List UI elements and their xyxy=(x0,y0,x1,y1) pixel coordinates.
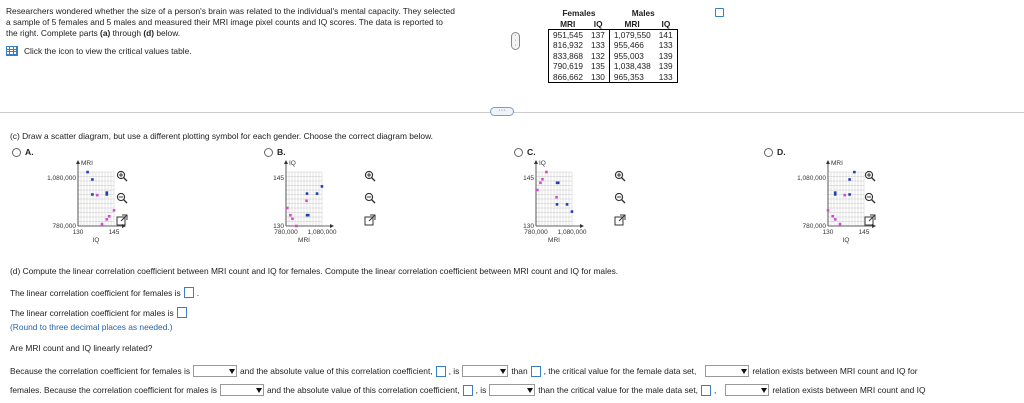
option-b[interactable]: B. xyxy=(264,147,286,157)
female-point xyxy=(286,207,289,210)
female-point xyxy=(106,218,109,221)
y-axis-label: MRI xyxy=(831,160,843,167)
option-a-radio[interactable] xyxy=(12,148,21,157)
female-critical-input[interactable] xyxy=(531,366,541,377)
problem-intro xyxy=(6,6,506,39)
table-row xyxy=(549,40,678,51)
x-tick-left: 780,000 xyxy=(274,229,298,236)
female-point xyxy=(539,182,542,185)
sentence-male: females. Because the correlation coefficient for males is and the absolute value of this correlation coefficient, , is than the critical value for the male data set, , relation exists between MRI count and IQ xyxy=(10,385,926,395)
scatter-plot-b xyxy=(262,160,372,242)
male-point xyxy=(307,214,310,217)
zoom-out-icon[interactable] xyxy=(614,192,626,204)
male-relation-dropdown[interactable] xyxy=(725,384,769,396)
y-tick-top: 145 xyxy=(523,175,534,182)
scatter-plot-d xyxy=(764,160,874,242)
female-point xyxy=(536,189,539,192)
scatter-plot-c xyxy=(512,160,622,242)
female-sign-dropdown[interactable] xyxy=(193,365,237,377)
male-critical-input[interactable] xyxy=(701,385,711,396)
intro-line-1: Researchers wondered whether the size of a person's brain was related to the individual's mental capacity. They selected xyxy=(6,6,455,16)
male-mri-cell: 965,353 xyxy=(609,72,654,83)
zoom-in-icon[interactable] xyxy=(116,170,128,182)
female-iq-cell: 137 xyxy=(591,29,605,40)
part-d-prompt: (d) Compute the linear correlation coefficient between MRI count and IQ for females. Compute the linear correlation coefficient between MRI count and IQ for males. xyxy=(10,266,619,276)
copy-table-icon[interactable] xyxy=(715,8,724,17)
option-c[interactable]: C. xyxy=(514,147,536,157)
male-iq-cell: 139 xyxy=(655,61,677,72)
popout-icon[interactable] xyxy=(364,214,376,226)
female-point xyxy=(827,209,830,212)
y-tick-bottom: 130 xyxy=(523,223,534,230)
data-table xyxy=(548,8,678,83)
critical-values-link-text: Click the icon to view the critical values table. xyxy=(24,46,192,56)
table-row xyxy=(549,29,678,40)
y-axis-arrow xyxy=(284,160,288,164)
males-header: Males xyxy=(631,8,655,19)
zoom-out-icon[interactable] xyxy=(116,192,128,204)
x-tick-left: 130 xyxy=(72,229,84,236)
popout-icon[interactable] xyxy=(864,214,876,226)
col-female-mri: MRI xyxy=(549,19,588,30)
female-point xyxy=(839,223,842,226)
female-mri-cell: 833,868 xyxy=(549,50,588,61)
y-axis-label: IQ xyxy=(539,160,546,167)
zoom-out-icon[interactable] xyxy=(364,192,376,204)
male-point xyxy=(834,191,837,194)
zoom-in-icon[interactable] xyxy=(614,170,626,182)
table-row xyxy=(549,50,678,61)
female-point xyxy=(101,223,104,226)
option-d[interactable]: D. xyxy=(764,147,786,157)
male-point xyxy=(306,192,309,195)
male-mri-cell: 955,003 xyxy=(609,50,654,61)
round-note: (Round to three decimal places as needed.) xyxy=(10,322,173,332)
female-coef-input[interactable] xyxy=(184,287,194,298)
female-point xyxy=(834,218,837,221)
intro-line-2: a sample of 5 females and 5 males and measured their MRI image pixel counts and IQ scores. The data is reported to xyxy=(6,17,443,27)
male-iq-cell: 139 xyxy=(655,50,677,61)
female-point xyxy=(96,194,99,197)
female-point xyxy=(291,218,294,221)
female-point xyxy=(545,171,548,174)
male-point xyxy=(91,193,94,196)
col-male-iq: IQ xyxy=(655,19,677,30)
male-compare-dropdown[interactable] xyxy=(489,384,535,396)
collapse-toggle-button[interactable]: ··· xyxy=(490,107,514,116)
x-axis-arrow xyxy=(580,224,584,228)
y-axis-label: MRI xyxy=(81,160,93,167)
table-row xyxy=(549,72,678,83)
option-c-radio[interactable] xyxy=(514,148,523,157)
table-row xyxy=(549,61,678,72)
x-axis-label: IQ xyxy=(92,237,100,244)
linear-question: Are MRI count and IQ linearly related? xyxy=(10,343,153,353)
x-tick-left: 780,000 xyxy=(524,229,548,236)
popout-icon[interactable] xyxy=(116,214,128,226)
x-axis-label: IQ xyxy=(842,237,850,244)
male-point xyxy=(106,191,109,194)
female-iq-cell: 130 xyxy=(587,72,609,83)
male-point xyxy=(557,182,560,185)
y-axis-arrow xyxy=(534,160,538,164)
male-coef-input[interactable] xyxy=(177,307,187,318)
female-relation-dropdown[interactable] xyxy=(705,365,749,377)
y-tick-top: 145 xyxy=(273,175,284,182)
table-icon[interactable] xyxy=(6,46,18,56)
female-point xyxy=(844,194,847,197)
col-male-mri: MRI xyxy=(609,19,654,30)
female-point xyxy=(832,215,835,218)
col-female-iq: IQ xyxy=(587,19,609,30)
female-coef-line: The linear correlation coefficient for females is . xyxy=(10,287,200,298)
zoom-in-icon[interactable] xyxy=(364,170,376,182)
male-point xyxy=(566,203,569,206)
x-tick-right: 1,080,000 xyxy=(557,229,587,236)
female-point xyxy=(289,214,292,217)
x-axis-label: MRI xyxy=(298,237,310,244)
male-mri-cell: 1,038,438 xyxy=(609,61,654,72)
male-point xyxy=(571,210,574,213)
sentence-female: Because the correlation coefficient for females is and the absolute value of this correlation coefficient, , is than , the critical value for the female data set, relation exists between MRI count and IQ for xyxy=(10,366,918,376)
male-iq-cell: 133 xyxy=(655,40,677,51)
y-tick-bottom: 780,000 xyxy=(802,223,826,230)
male-point xyxy=(848,193,851,196)
male-coef-label: The linear correlation coefficient for males is xyxy=(10,307,174,318)
male-iq-cell: 133 xyxy=(655,72,677,83)
option-a[interactable]: A. xyxy=(12,147,34,157)
y-tick-top: 1,080,000 xyxy=(797,175,826,182)
female-mri-cell: 790,619 xyxy=(549,61,588,72)
female-point xyxy=(541,178,544,181)
male-mri-cell: 955,466 xyxy=(609,40,654,51)
zoom-out-icon[interactable] xyxy=(864,192,876,204)
y-tick-top: 1,080,000 xyxy=(47,175,76,182)
females-header: Females xyxy=(562,8,596,19)
female-coef-label: The linear correlation coefficient for females is xyxy=(10,287,181,298)
x-tick-right: 145 xyxy=(858,229,870,236)
zoom-in-icon[interactable] xyxy=(864,170,876,182)
female-point xyxy=(555,196,558,199)
x-tick-right: 145 xyxy=(108,229,120,236)
male-point xyxy=(556,203,559,206)
male-point xyxy=(86,171,89,174)
female-iq-cell: 133 xyxy=(591,40,605,51)
female-iq-cell: 132 xyxy=(591,50,605,61)
female-point xyxy=(295,225,298,228)
female-mri-cell: 816,932 xyxy=(549,40,588,51)
y-tick-bottom: 780,000 xyxy=(52,223,76,230)
critical-values-link[interactable] xyxy=(6,46,192,56)
female-point xyxy=(113,209,116,212)
male-iq-cell: 141 xyxy=(655,29,677,40)
x-axis-arrow xyxy=(330,224,334,228)
male-point xyxy=(848,178,851,181)
y-tick-bottom: 130 xyxy=(273,223,284,230)
y-axis-arrow xyxy=(826,160,830,164)
male-coef-line xyxy=(10,307,187,318)
part-c-prompt: (c) Draw a scatter diagram, but use a different plotting symbol for each gender. Choose the correct diagram below. xyxy=(10,131,433,141)
male-abs-input[interactable] xyxy=(463,385,473,396)
female-point xyxy=(108,215,111,218)
male-point xyxy=(321,185,324,188)
female-point xyxy=(305,200,308,203)
male-point xyxy=(853,171,856,174)
male-sign-dropdown[interactable] xyxy=(220,384,264,396)
intro-line-3: the right. Complete parts (a) through (d) below. xyxy=(6,28,181,38)
y-axis-label: IQ xyxy=(289,160,296,167)
female-mri-cell: 951,545 xyxy=(549,29,588,40)
option-d-radio[interactable] xyxy=(764,148,773,157)
option-b-radio[interactable] xyxy=(264,148,273,157)
x-axis-label: MRI xyxy=(548,237,560,244)
male-point xyxy=(316,192,319,195)
female-mri-cell: 866,662 xyxy=(549,72,588,83)
male-point xyxy=(91,178,94,181)
y-axis-arrow xyxy=(76,160,80,164)
female-abs-input[interactable] xyxy=(436,366,446,377)
popout-icon[interactable] xyxy=(614,214,626,226)
scatter-plot-a xyxy=(14,160,124,242)
panel-resize-handle[interactable]: · · · xyxy=(511,32,520,50)
female-compare-dropdown[interactable] xyxy=(462,365,508,377)
female-iq-cell: 135 xyxy=(591,61,605,72)
male-mri-cell: 1,079,550 xyxy=(609,29,654,40)
x-tick-right: 1,080,000 xyxy=(307,229,337,236)
x-tick-left: 130 xyxy=(822,229,834,236)
